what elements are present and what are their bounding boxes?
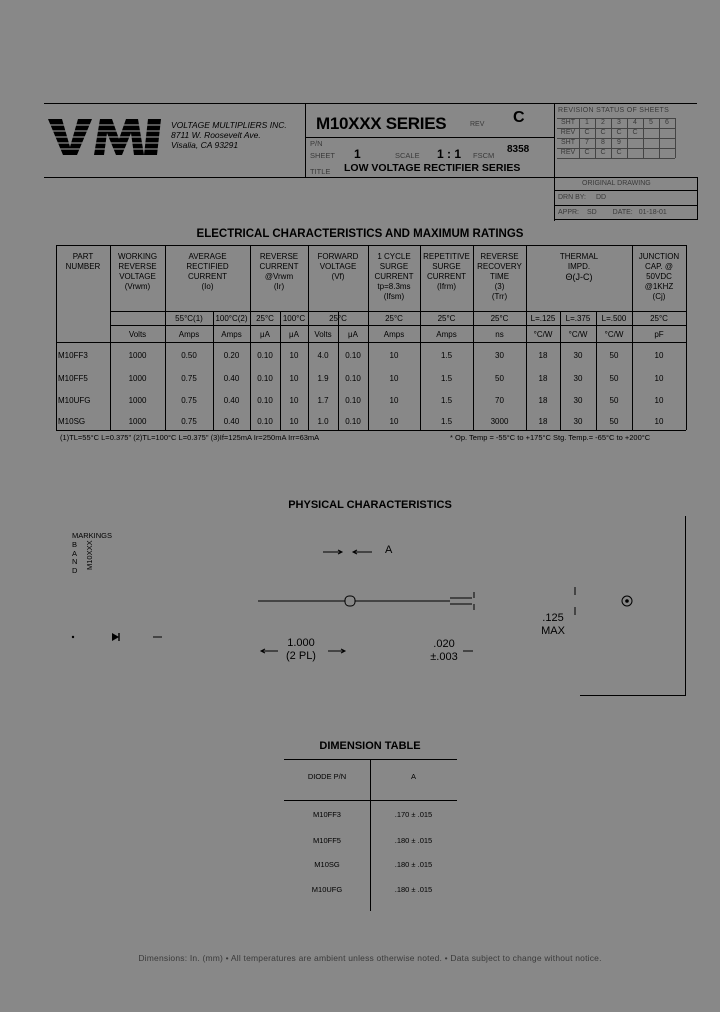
value-cell: 10 [389,351,399,360]
rev-cell: 2 [601,119,605,126]
value-cell: 0.10 [257,417,273,426]
header-line: TIME [489,272,510,281]
dim-value: .180 ± .015 [394,836,433,845]
rev-cell: 3 [617,119,621,126]
header-line: RECTIFIED [186,262,229,271]
marking-text: M10XXX [85,540,94,570]
value-cell: 10 [654,396,664,405]
unit-cell: Amps [383,330,405,339]
scale-label: SCALE [395,151,420,160]
series-title: M10XXX SERIES [316,114,447,133]
header-line: CURRENT [374,272,414,281]
value-cell: 1.5 [440,417,453,426]
header-line: CURRENT [187,272,228,281]
rev-cell: C [600,149,606,156]
header-line: @Vrwm [264,272,294,281]
rev-cell: C [616,129,622,136]
sheet-label: SHEET [310,151,336,160]
value-cell: 50 [609,374,619,383]
company-name: VOLTAGE MULTIPLIERS INC. [171,120,287,130]
value-cell: 1000 [128,351,147,360]
rev-grid-line [659,118,660,158]
table-subvline [213,311,214,430]
condition-cell: 25°C [329,314,347,323]
unit-cell: μA [260,330,270,339]
rev-grid-line [627,118,628,158]
condition-cell: 25°C [490,314,509,323]
condition-cell: 25°C [385,314,403,323]
value-cell: 1000 [128,396,147,405]
header-forward [308,252,368,282]
rev-value: C [513,109,525,126]
fscm-label: FSCM [473,151,495,160]
title-value: LOW VOLTAGE RECTIFIER SERIES [344,162,521,174]
value-cell: 18 [538,396,548,405]
dim-length-note: (2 PL) [286,650,316,662]
value-cell: 1.0 [317,417,329,426]
rev-grid-line [557,118,675,119]
dim-col1: DIODE P/N [307,772,347,781]
value-cell: 30 [573,374,583,383]
dim-value: .170 ± .015 [394,810,433,819]
fscm-value: 8358 [507,144,530,155]
header-line: 1 CYCLE [377,252,411,261]
condition-cell: 100°C [282,314,306,323]
unit-cell: Amps [178,330,200,339]
table-subvline [280,311,281,430]
rev-grid-line [557,128,675,129]
value-cell: 10 [289,417,299,426]
value-cell: 50 [495,374,504,383]
header-line: AVERAGE [188,252,227,261]
rev-grid-line [675,118,676,158]
value-cell: 18 [538,417,548,426]
value-cell: 0.10 [345,374,361,383]
rev-grid-line [557,148,675,149]
header-line: tp=8.3ms [377,282,411,291]
value-cell: 50 [609,396,619,405]
header-line: REVERSE [480,252,519,261]
header-part [56,252,110,272]
value-cell: 0.75 [181,396,197,405]
header-line: (Io) [201,282,214,291]
value-cell: 0.75 [181,374,197,383]
part-number: M10FF3 [58,351,88,360]
table-subvline [338,311,339,430]
condition-cell: 55°C(1) [175,314,203,323]
dim-col2: A [410,772,416,781]
unit-cell: Volts [128,330,147,339]
header-line: VOLTAGE [119,272,156,281]
rev-cell: 4 [633,119,637,126]
scale-value: 1 : 1 [437,147,462,161]
rev-cell: 7 [585,139,589,146]
header-line: PART [72,252,94,261]
value-cell: 50 [609,351,619,360]
value-cell: 30 [573,396,583,405]
value-cell: 10 [289,351,299,360]
unit-cell: μA [289,330,299,339]
value-cell: 1.7 [317,396,329,405]
rev-cell: 5 [649,119,653,126]
diode-symbol [70,630,170,648]
footnote-right: * Op. Temp = -55°C to +175°C Stg. Temp.= -65°C to +200°C [450,433,651,442]
header-line: (Ir) [273,282,285,291]
rev-row-label: SHT [561,139,575,146]
value-cell: 0.10 [345,351,361,360]
band-letters: B A N D [72,540,78,575]
header-line: RECOVERY [477,262,522,271]
condition-cell: L=.375 [565,314,591,323]
rev-row-label: SHT [561,119,575,126]
table-subvline [596,311,597,430]
value-cell: 70 [495,396,504,405]
drn-label: DRN BY: [558,194,587,201]
rev-grid-line [595,118,596,158]
value-cell: 1000 [128,417,147,426]
header-line: @1KHZ [644,282,674,291]
rev-cell: C [616,149,622,156]
date-label: DATE: [612,209,633,216]
vmi-logo [48,117,166,157]
header-line: IMPD. [567,262,591,271]
value-cell: 1.5 [440,374,453,383]
value-cell: 4.0 [317,351,329,360]
value-cell: 0.20 [223,351,240,360]
value-cell: 10 [289,396,299,405]
unit-cell: Amps [221,330,242,339]
value-cell: 0.40 [223,417,240,426]
unit-cell: Amps [436,330,457,339]
header-repetitive [420,252,473,292]
header-line: NUMBER [65,262,101,271]
header-junction [632,252,686,302]
header-thermal [526,252,632,282]
value-cell: 10 [654,374,664,383]
header-line: (Ifrm) [436,282,457,291]
dim-part: M10SG [314,860,340,869]
header-line: REVERSE [118,262,157,271]
value-cell: 0.10 [257,396,273,405]
appr-value: SD [586,209,597,216]
condition-cell: L=.125 [530,314,556,323]
part-number: M10FF5 [58,374,88,383]
value-cell: 1000 [128,374,147,383]
dim-part: M10FF5 [313,836,341,845]
header-line: WORKING [117,252,158,261]
date-value: 01-18-01 [638,209,667,216]
dim-a: A [385,544,393,556]
rev-label: REV [470,121,485,128]
rev-cell: 1 [585,119,589,126]
rev-cell: C [584,149,590,156]
footer-note: Dimensions: In. (mm) • All temperatures are ambient unless otherwise noted. • Data subject to change without notice. [138,953,602,963]
rev-cell: C [584,129,590,136]
rev-row-label: REV [560,129,576,136]
unit-cell: Volts [314,330,332,339]
value-cell: 0.75 [181,417,197,426]
sheet-value: 1 [354,147,361,161]
header-line: FORWARD [317,252,359,261]
dim-part: M10FF3 [313,810,341,819]
appr-label: APPR: [558,209,580,216]
header-line: SURGE [379,262,409,271]
condition-cell: 25°C [437,314,456,323]
unit-cell: °C/W [533,330,553,339]
condition-cell: 100°C(2) [215,314,248,323]
value-cell: 10 [389,396,399,405]
value-cell: 1.9 [317,374,329,383]
value-cell: 10 [389,417,399,426]
header-working [110,252,165,292]
value-cell: 0.10 [345,396,361,405]
rev-row-label: REV [560,149,576,156]
dim-wire-tol: ±.003 [430,651,458,663]
part-number: M10UFG [58,396,91,405]
value-cell: 3000 [490,417,509,426]
original-drawing: ORIGINAL DRAWING [582,180,651,187]
rev-grid-line [643,118,644,158]
value-cell: 0.40 [223,396,240,405]
dim-value: .180 ± .015 [394,885,433,894]
title-label: TITLE [310,167,331,176]
revision-status-header: REVISION STATUS OF SHEETS [558,107,670,114]
header-line: Θ(J-C) [565,272,593,282]
rev-grid-line [557,158,675,159]
rev-grid-line [611,118,612,158]
header-line: REVERSE [259,252,299,261]
rev-cell: 9 [617,139,621,146]
header-line: CURRENT [259,262,299,271]
value-cell: 30 [573,417,583,426]
value-cell: 18 [538,351,548,360]
value-cell: 50 [609,417,619,426]
unit-cell: pF [654,330,664,339]
header-line: 50VDC [646,272,672,281]
value-cell: 1.5 [440,351,453,360]
unit-cell: μA [348,330,358,339]
dim-body: .125 [542,612,564,624]
rev-cell: 6 [665,119,669,126]
condition-cell: 25°C [650,314,668,323]
value-cell: 10 [289,374,299,383]
value-cell: 10 [654,351,664,360]
value-cell: 18 [538,374,548,383]
dim-body-note: MAX [541,625,565,637]
table-subvline [560,311,561,430]
header-surge [368,252,420,302]
header-line: (Ifsm) [383,292,405,301]
header-line: (Vf) [331,272,345,281]
table-vline [686,245,687,430]
unit-cell: °C/W [604,330,624,339]
rev-cell: 8 [601,139,605,146]
dim-length: 1.000 [287,637,315,649]
table-vline [56,245,57,430]
unit-cell: ns [495,330,504,339]
physical-title: PHYSICAL CHARACTERISTICS [288,499,452,511]
footnote-left: (1)TL=55°C L=0.375" (2)TL=100°C L=0.375" (3)If=125mA Ir=250mA Irr=63mA [60,433,320,442]
header-line: (3) [494,282,505,291]
header-line: JUNCTION [638,252,680,261]
dim-wire: .020 [433,638,455,650]
company-address: 8711 W. Roosevelt Ave. [171,130,261,140]
company-city: Visalia, CA 93291 [171,140,239,150]
rev-grid-line [579,118,580,158]
rev-grid-line [557,138,675,139]
dimension-table-title: DIMENSION TABLE [319,740,421,752]
value-cell: 30 [573,351,583,360]
rev-cell: C [600,129,606,136]
part-number: M10SG [58,417,86,426]
header-line: SURGE [432,262,461,271]
markings-label: MARKINGS [72,531,113,540]
header-reverse-current [250,252,308,292]
dim-part: M10UFG [311,885,343,894]
header-average [165,252,250,292]
pn-label: P/N [310,139,323,148]
header-line: CURRENT [426,272,467,281]
value-cell: 10 [389,374,399,383]
condition-cell: L=.500 [601,314,627,323]
header-line: VOLTAGE [319,262,357,271]
value-cell: 1.5 [440,396,453,405]
header-line: CAP. @ [645,262,673,271]
header-line: (Cj) [652,292,666,301]
value-cell: 0.50 [181,351,197,360]
condition-cell: 25°C [256,314,274,323]
electrical-title: ELECTRICAL CHARACTERISTICS AND MAXIMUM RATINGS [196,228,524,240]
rev-cell: C [632,129,638,136]
drn-value: DD [595,194,607,201]
header-line: REPETITIVE [423,252,470,261]
value-cell: 0.10 [345,417,361,426]
header-line: (Trr) [491,292,508,301]
value-cell: 10 [654,417,664,426]
value-cell: 0.10 [257,351,273,360]
value-cell: 30 [495,351,504,360]
value-cell: 0.10 [257,374,273,383]
value-cell: 0.40 [223,374,240,383]
unit-cell: °C/W [568,330,588,339]
dim-value: .180 ± .015 [394,860,433,869]
header-line: THERMAL [559,252,599,261]
header-recovery [473,252,526,302]
header-line: (Vrwm) [124,282,151,291]
